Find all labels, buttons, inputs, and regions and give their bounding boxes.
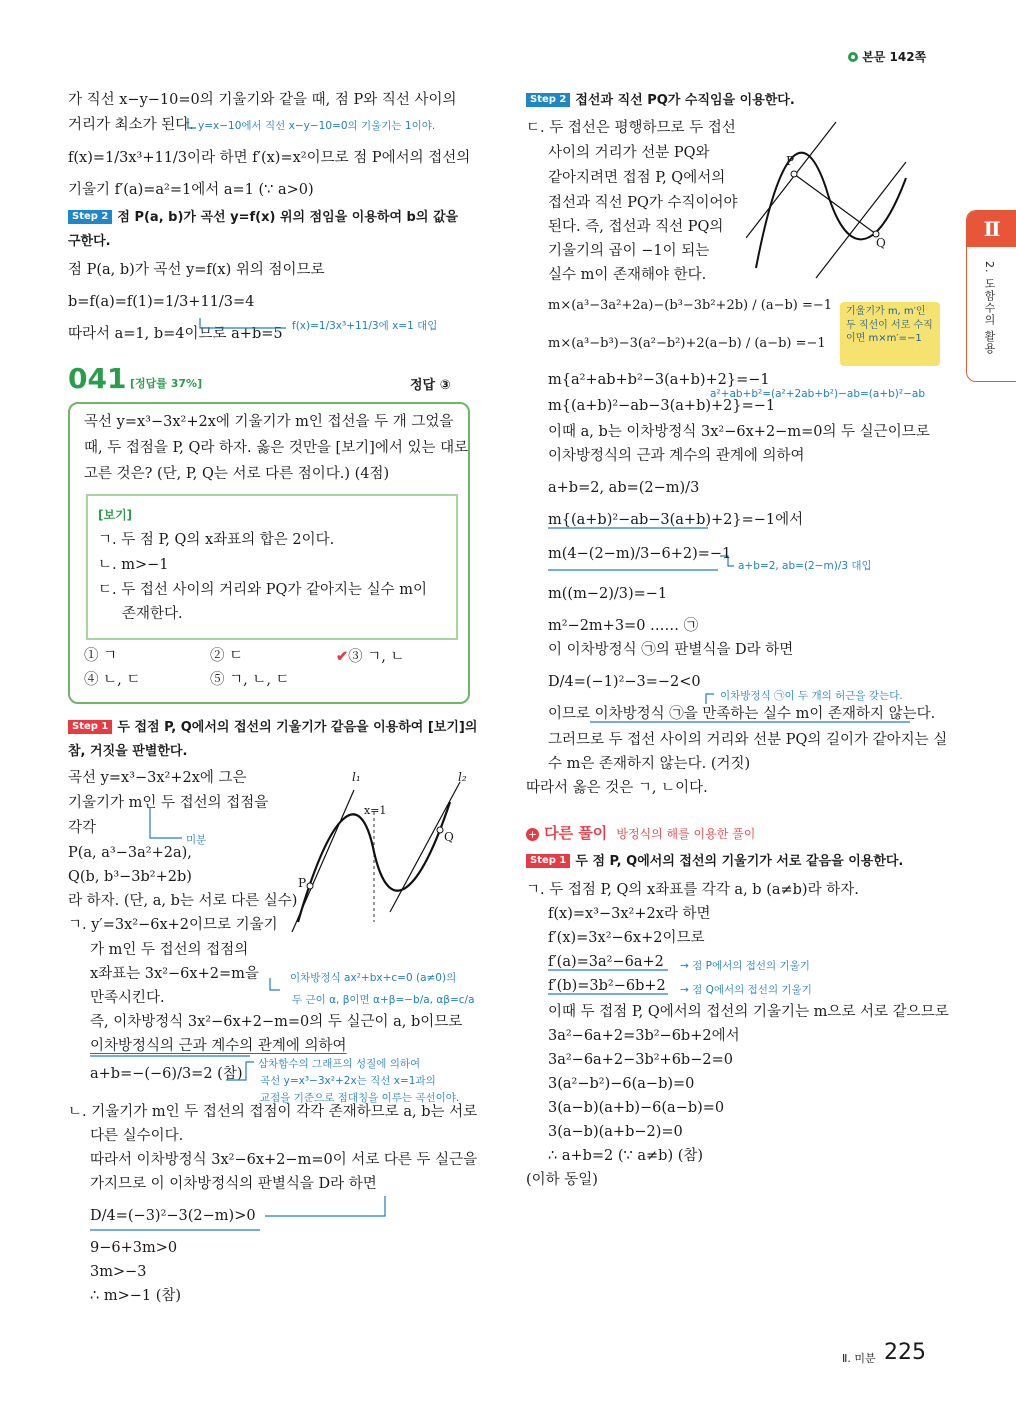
equation-line: m²−2m+3=0 …… ㉠ <box>548 618 699 634</box>
text-line: 만족시킨다. <box>90 990 165 1006</box>
step-text: 두 점 P, Q에서의 접선의 기울기가 서로 같음을 이용한다. <box>575 854 904 869</box>
choice-4: ④ ㄴ, ㄷ <box>84 672 141 688</box>
text-line: ㄱ. y′=3x²−6x+2이므로 기울기 <box>68 917 278 933</box>
text-line: 3a²−6a+2=3b²−6b+2에서 <box>548 1028 740 1044</box>
text-line: ㄷ. 두 접선은 평행하므로 두 접선 <box>526 120 736 136</box>
graph-label-q: Q <box>444 830 454 844</box>
graph-label-l2: l₂ <box>458 770 467 784</box>
annotation-text: 점 Q에서의 접선의 기울기 <box>692 984 812 996</box>
equation-line: a+b=2, ab=(2−m)/3 <box>548 480 700 496</box>
perpendicular-note: 기울기가 m, m′인 두 직선이 서로 수직이면 m×m′=−1 <box>840 302 940 366</box>
equation-line: D/4=(−1)²−3=−2<0 <box>548 674 701 690</box>
text-line: 3(a−b)(a+b)−6(a−b)=0 <box>548 1100 725 1116</box>
bogi-title: [보기] <box>98 508 133 522</box>
text-line: 이때 a, b는 이차방정식 3x²−6x+2−m=0의 두 실근이므로 <box>548 424 930 440</box>
equation-line: m×(a³−b³)−3(a²−b²)+2(a−b) / (a−b) =−1 <box>548 336 826 351</box>
annotation: f(x)=1/3x³+11/3에 x=1 대입 <box>292 320 438 332</box>
graph-label-q: Q <box>876 236 886 250</box>
annotation: a²+ab+b²=(a²+2ab+b²)−ab=(a+b)²−ab <box>710 388 925 400</box>
step-heading <box>526 93 795 109</box>
choice-1: ① ㄱ <box>84 648 118 664</box>
text-line: 가 m인 두 접선의 접점의 <box>90 942 249 958</box>
bogi-item: ㄷ. 두 접선 사이의 거리와 PQ가 같아지는 실수 m이 <box>98 582 427 598</box>
page-number: 225 <box>884 1340 926 1365</box>
cubic-curve <box>756 153 906 268</box>
graph-label-x1: x=1 <box>364 804 387 817</box>
annotation-text: 점 P에서의 접선의 기울기 <box>692 960 810 972</box>
equation-line: m(4−(2−m)/3−6+2)=−1 <box>548 546 732 562</box>
text-line: P(a, a³−3a²+2a), <box>68 845 192 861</box>
text-line: 각각 <box>68 820 97 836</box>
annotation: 교점을 기준으로 점대칭을 이루는 곡선이야. <box>260 1092 460 1104</box>
text-line: ∴ a+b=2 (∵ a≠b) (참) <box>548 1148 704 1164</box>
text-line: a+b=−(−6)/3=2 (참) <box>90 1066 243 1082</box>
question-line: 고른 것은? (단, P, Q는 서로 다른 점이다.) (4점) <box>84 466 390 482</box>
annotation: a+b=2, ab=(2−m)/3 대입 <box>738 560 872 572</box>
text-line: 따라서 a=1, b=4이므로 a+b=5 <box>68 326 283 342</box>
step-badge: Step 2 <box>526 93 570 107</box>
problem-number: 041 <box>68 362 127 395</box>
cubic-graph-right <box>746 118 946 288</box>
bogi-item: ㄴ. m>−1 <box>98 557 169 573</box>
annotation: y=x−10에서 직선 x−y−10=0의 기울기는 1이야. <box>198 120 436 132</box>
text-line: 라 하자. (단, a, b는 서로 다른 실수) <box>68 893 298 909</box>
equation-line: m{a²+ab+b²−3(a+b)+2}=−1 <box>548 372 770 388</box>
graph-label-l1: l₁ <box>352 770 361 784</box>
bogi-item: ㄱ. 두 점 P, Q의 x좌표의 합은 2이다. <box>98 532 335 548</box>
text-line: 그러므로 두 접선 사이의 거리와 선분 PQ의 길이가 같아지는 실 <box>548 732 948 748</box>
chapter-title: 2. 도함수의 활용 <box>983 261 996 355</box>
text-line: 이때 두 접점 P, Q에서의 접선의 기울기는 m으로 서로 같으므로 <box>548 1004 949 1020</box>
graph-label-p: P <box>298 876 307 890</box>
question-line: 때, 두 접점을 P, Q라 하자. 옳은 것만을 [보기]에서 있는 대로 <box>84 440 469 456</box>
annotation: 삼차함수의 그래프의 성질에 의하여 <box>258 1058 421 1070</box>
step-text: 두 접점 P, Q에서의 접선의 기울기가 같음을 이용하여 [보기]의 <box>117 720 478 735</box>
equation-line: m{(a+b)²−ab−3(a+b)+2}=−1 <box>548 398 776 414</box>
text-line: 이차방정식의 근과 계수의 관계에 의하여 <box>90 1038 347 1054</box>
annotation: 곡선 y=x³−3x²+2x는 직선 x=1과의 <box>260 1075 436 1087</box>
text-line: 기울기 f′(a)=a²=1에서 a=1 (∵ a>0) <box>68 182 314 198</box>
text-line: 수 m은 존재하지 않는다. (거짓) <box>548 756 751 772</box>
text-line: 된다. 즉, 접선과 직선 PQ의 <box>548 219 724 235</box>
annotation: 미분 <box>186 834 207 846</box>
alt-title: 다른 풀이 <box>544 824 608 842</box>
text-line: Q(b, b³−3b²+2b) <box>68 869 192 885</box>
text-line: 9−6+3m>0 <box>90 1240 178 1256</box>
point-p <box>307 883 313 889</box>
text-line: 기울기의 곱이 −1이 되는 <box>548 243 710 259</box>
text-line: x좌표는 3x²−6x+2=m을 <box>90 966 259 982</box>
text-line: 사이의 거리가 선분 PQ와 <box>548 145 710 161</box>
text-line: 3(a−b)(a+b−2)=0 <box>548 1124 683 1140</box>
question-line: 곡선 y=x³−3x²+2x에 기울기가 m인 접선을 두 개 그었을 <box>84 414 454 430</box>
equation-line: m×(a³−3a²+2a)−(b³−3b²+2b) / (a−b) =−1 <box>548 298 833 313</box>
alt-solution-heading <box>526 822 755 843</box>
text-line: ㄱ. 두 접점 P, Q의 x좌표를 각각 a, b (a≠b)라 하자. <box>526 882 859 898</box>
text-line: 곡선 y=x³−3x²+2x에 그은 <box>68 770 247 786</box>
annotation: → 점 Q에서의 접선의 기울기 <box>680 984 812 996</box>
check-mark-icon: ✔ <box>336 648 349 665</box>
problem-rate: [정답률 37%] <box>130 377 203 390</box>
graph-label-p: P <box>786 154 795 168</box>
text-line: 실수 m이 존재해야 한다. <box>548 267 707 283</box>
choice-2: ② ㄷ <box>210 648 244 664</box>
text-line: f(x)=1/3x³+11/3이라 하면 f′(x)=x²이므로 점 P에서의 접선의 <box>68 150 471 166</box>
text-line: 다른 실수이다. <box>90 1128 184 1144</box>
point-q <box>437 827 443 833</box>
step-heading-cont: 구한다. <box>68 234 111 249</box>
bogi-item: 존재한다. <box>122 606 183 622</box>
choice-5: ⑤ ㄱ, ㄴ, ㄷ <box>210 672 290 688</box>
text-line: 이차방정식의 근과 계수의 관계에 의하여 <box>548 448 805 464</box>
cubic-graph-left <box>290 772 480 932</box>
segment-pq <box>794 174 876 234</box>
text-line: 3m>−3 <box>90 1264 147 1280</box>
text-line: D/4=(−3)²−3(2−m)>0 <box>90 1208 256 1224</box>
text-line: 가 직선 x−y−10=0의 기울기와 같을 때, 점 P와 직선 사이의 <box>68 92 457 108</box>
text-line: (이하 동일) <box>526 1172 598 1188</box>
text-line: f′(b)=3b²−6b+2 <box>548 978 666 994</box>
annotation: 두 근이 α, β이면 α+β=−b/a, αβ=c/a <box>292 994 475 1006</box>
step-badge: Step 1 <box>526 854 570 868</box>
step-heading-cont: 참, 거짓을 판별한다. <box>68 744 188 759</box>
text-line: f(x)=x³−3x²+2x라 하면 <box>548 906 711 922</box>
annotation: 이차방정식 ㉠이 두 개의 허근을 갖는다. <box>720 690 903 702</box>
text-line: 거리가 최소가 된다. <box>68 117 194 133</box>
text-line: ∴ m>−1 (참) <box>90 1288 182 1304</box>
annotation: → 점 P에서의 접선의 기울기 <box>680 960 810 972</box>
text-line: b=f(a)=f(1)=1/3+11/3=4 <box>68 294 255 310</box>
step-text: 접선과 직선 PQ가 수직임을 이용한다. <box>575 93 795 108</box>
choice-3-label: ③ ㄱ, ㄴ <box>348 649 405 665</box>
equation-line: m{(a+b)²−ab−3(a+b)+2}=−1에서 <box>548 512 804 528</box>
text-line: 따라서 이차방정식 3x²−6x+2−m=0이 서로 다른 두 실근을 <box>90 1152 478 1168</box>
step-heading <box>526 854 903 870</box>
equation-line: m((m−2)/3)=−1 <box>548 586 668 602</box>
step-badge: Step 1 <box>68 720 112 734</box>
text-line: 3(a²−b²)−6(a−b)=0 <box>548 1076 695 1092</box>
text-line: f′(x)=3x²−6x+2이므로 <box>548 930 705 946</box>
text-line: 따라서 옳은 것은 ㄱ, ㄴ이다. <box>526 780 708 796</box>
annotation: 이차방정식 ax²+bx+c=0 (a≠0)의 <box>290 972 457 984</box>
text-line: 가지므로 이 이차방정식의 판별식을 D라 하면 <box>90 1176 377 1192</box>
problem-answer: 정답 ③ <box>410 378 451 393</box>
text-line: 3a²−6a+2−3b²+6b−2=0 <box>548 1052 733 1068</box>
text-line: 같아지려면 접점 P, Q에서의 <box>548 170 726 186</box>
step-text: 점 P(a, b)가 곡선 y=f(x) 위의 점임을 이용하여 b의 값을 <box>117 210 459 225</box>
text-line: 즉, 이차방정식 3x²−6x+2−m=0의 두 실근이 a, b이므로 <box>90 1014 463 1030</box>
tangent-line-l2 <box>390 782 460 912</box>
point-p <box>791 171 797 177</box>
chapter-roman: Ⅱ <box>967 211 1016 247</box>
alt-subtitle: 방정식의 해를 이용한 풀이 <box>616 827 756 841</box>
text-line: 이므로 이차방정식 ㉠을 만족하는 실수 m이 존재하지 않는다. <box>548 706 936 722</box>
tangent-line-l1 <box>292 790 354 932</box>
text-line: 점 P(a, b)가 곡선 y=f(x) 위의 점이므로 <box>68 262 325 278</box>
tangent-line-2 <box>816 162 906 278</box>
text-line: 기울기가 m인 두 접선의 접점을 <box>68 795 269 811</box>
plus-circle-icon: + <box>527 828 538 841</box>
ref-label: 본문 142쪽 <box>862 50 927 64</box>
text-line: f′(a)=3a²−6a+2 <box>548 954 664 970</box>
footer-section: Ⅱ. 미분 <box>842 1352 876 1365</box>
step-badge: Step 2 <box>68 210 112 224</box>
text-line: 접선과 직선 PQ가 수직이어야 <box>548 195 738 211</box>
text-line: ㄴ. 기울기가 m인 두 접선의 접점이 각각 존재하므로 a, b는 서로 <box>68 1104 478 1120</box>
text-line: 이 이차방정식 ㉠의 판별식을 D라 하면 <box>548 642 794 658</box>
